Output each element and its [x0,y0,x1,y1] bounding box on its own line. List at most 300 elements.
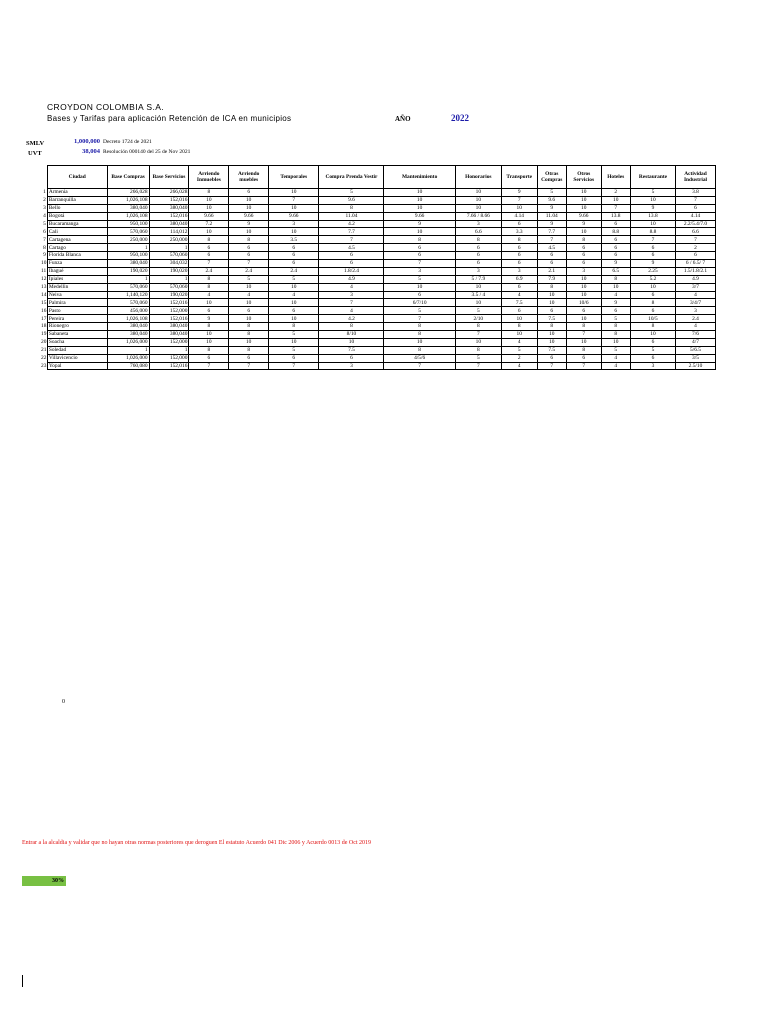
rate-cell[interactable]: 10 [601,196,630,204]
rate-cell[interactable]: 6 [384,291,455,299]
rate-cell[interactable]: 3.5 / 4 [455,291,501,299]
rate-cell[interactable]: 7.7 [537,228,566,236]
rate-cell[interactable]: 8 [189,283,229,291]
rate-cell[interactable]: 6 [566,244,601,252]
rate-cell[interactable]: 3 [384,267,455,275]
rate-cell[interactable]: 6 [566,307,601,315]
rate-cell[interactable]: 8 [455,323,501,331]
rate-cell[interactable]: 10 [384,338,455,346]
rate-cell[interactable]: 10 [537,299,566,307]
rate-cell[interactable]: 2.2/5.4/7.0 [676,220,716,228]
rate-cell[interactable]: 9.66 [229,212,269,220]
base-cell[interactable]: 570,060 [107,299,149,307]
rate-cell[interactable]: 10 [455,338,501,346]
base-cell[interactable]: 380,040 [149,220,189,228]
rate-cell[interactable]: 7.2 [189,220,229,228]
rate-cell[interactable]: 7.5 [501,299,537,307]
rate-cell[interactable]: 8 [384,323,455,331]
rate-cell[interactable]: 13.8 [630,212,675,220]
rate-cell[interactable]: 10 [384,228,455,236]
rate-cell[interactable]: 10 [566,228,601,236]
smlv-value[interactable]: 1,000,000 [74,138,100,145]
base-cell[interactable]: 1,026,108 [107,212,149,220]
rate-cell[interactable]: 10 [630,331,675,339]
rate-cell[interactable]: 3/7 [676,283,716,291]
rate-cell[interactable]: 6 [269,354,319,362]
base-cell[interactable]: 1 [149,244,189,252]
rate-cell[interactable]: 6 [269,307,319,315]
base-cell[interactable]: 304,032 [149,260,189,268]
rate-cell[interactable]: 7.5 [537,315,566,323]
rate-cell[interactable]: 10 [566,315,601,323]
rate-cell[interactable]: 3 [319,362,384,370]
rate-cell[interactable]: 10 [601,283,630,291]
rate-cell[interactable]: 2/10 [455,315,501,323]
rate-cell[interactable]: 10 [566,189,601,197]
base-cell[interactable]: 380,040 [107,260,149,268]
rate-cell[interactable]: 6 [269,252,319,260]
rate-cell[interactable]: 10 [455,204,501,212]
rate-cell[interactable]: 5 [455,354,501,362]
rate-cell[interactable]: 4.9 [676,275,716,283]
rate-cell[interactable]: 5 [601,346,630,354]
rate-cell[interactable]: 6 [537,260,566,268]
base-cell[interactable]: 570,060 [107,228,149,236]
city-cell[interactable]: Armenia [47,189,107,197]
rate-cell[interactable]: 8.8 [601,228,630,236]
row-number[interactable]: 18 [41,323,47,330]
rate-cell[interactable]: 7 [537,236,566,244]
rate-cell[interactable]: 6 [319,252,384,260]
base-cell[interactable]: 190,020 [107,267,149,275]
rate-cell[interactable]: 9 [501,189,537,197]
rate-cell[interactable]: 4 [229,291,269,299]
base-cell[interactable]: 190,020 [149,291,189,299]
rate-cell[interactable]: 7 [269,362,319,370]
city-cell[interactable]: Palmira [47,299,107,307]
rate-cell[interactable]: 6 [630,244,675,252]
rate-cell[interactable]: 6 [601,220,630,228]
rate-cell[interactable]: 7.5 [537,346,566,354]
rate-cell[interactable]: 7 [676,236,716,244]
city-cell[interactable]: Pereira [47,315,107,323]
rate-cell[interactable]: 5 [630,346,675,354]
rate-cell[interactable]: 7 [229,362,269,370]
row-number[interactable]: 3 [43,205,46,212]
base-cell[interactable]: 380,040 [149,331,189,339]
rate-cell[interactable]: 6 [189,252,229,260]
rate-cell[interactable]: 6 / 6.5/ 7 [676,260,716,268]
rate-cell[interactable]: 8 [384,331,455,339]
rate-cell[interactable]: 2.4 [676,315,716,323]
rate-cell[interactable]: 7 [566,362,601,370]
rate-cell[interactable]: 8 [601,323,630,331]
rate-cell[interactable]: 4/7 [676,338,716,346]
rate-cell[interactable]: 10 [384,196,455,204]
rate-cell[interactable]: 10 [537,331,566,339]
rate-cell[interactable]: 4.2 [319,220,384,228]
base-cell[interactable]: 250,000 [149,236,189,244]
rate-cell[interactable]: 6 [455,244,501,252]
rate-cell[interactable]: 6 [229,189,269,197]
rate-cell[interactable]: 6 [189,244,229,252]
rate-cell[interactable]: 10 [229,299,269,307]
rate-cell[interactable]: 7/6 [676,331,716,339]
rate-cell[interactable]: 10 [189,204,229,212]
row-number[interactable]: 20 [41,339,47,346]
rate-cell[interactable]: 9.66 [566,212,601,220]
rate-cell[interactable]: 6.6 [455,228,501,236]
base-cell[interactable]: 380,040 [107,323,149,331]
rate-cell[interactable]: 10 [189,331,229,339]
rate-cell[interactable]: 8 [501,236,537,244]
rate-cell[interactable]: 3/5 [676,354,716,362]
rate-cell[interactable]: 8 [189,346,229,354]
base-cell[interactable]: 266,028 [149,189,189,197]
rate-cell[interactable]: 7 [319,299,384,307]
rate-cell[interactable]: 8 [229,346,269,354]
rate-cell[interactable]: 10 [229,283,269,291]
rate-cell[interactable]: 9.66 [269,212,319,220]
city-cell[interactable]: Soledad [47,346,107,354]
rate-cell[interactable]: 8 [319,204,384,212]
base-cell[interactable]: 266,028 [107,189,149,197]
rate-cell[interactable]: 8 [455,236,501,244]
city-cell[interactable]: Rionegro [47,323,107,331]
rate-cell[interactable]: 2.5/10 [676,362,716,370]
rate-cell[interactable]: 4 [189,291,229,299]
rate-cell[interactable]: 6.5 [601,267,630,275]
rate-cell[interactable]: 10 [229,338,269,346]
rate-cell[interactable]: 9 [566,220,601,228]
rate-cell[interactable]: 5 [537,189,566,197]
rate-cell[interactable]: 9.6 [319,196,384,204]
rate-cell[interactable]: 6 [676,252,716,260]
rate-cell[interactable]: 10 [189,196,229,204]
base-cell[interactable]: 950,100 [107,252,149,260]
city-cell[interactable]: Sabaneta [47,331,107,339]
rate-cell[interactable]: 5 [601,315,630,323]
base-cell[interactable]: 250,000 [107,236,149,244]
row-number[interactable]: 22 [41,355,47,362]
rate-cell[interactable]: 8 [189,236,229,244]
rate-cell[interactable]: 5/6.5 [676,346,716,354]
rate-cell[interactable]: 10 [566,283,601,291]
base-cell[interactable]: 1 [149,346,189,354]
rate-cell[interactable]: 2.25 [630,267,675,275]
rate-cell[interactable]: 2.4 [189,267,229,275]
base-cell[interactable]: 380,040 [149,323,189,331]
base-cell[interactable]: 114,012 [149,228,189,236]
rate-cell[interactable]: 5.2 [630,275,675,283]
rate-cell[interactable]: 4 [269,291,319,299]
base-cell[interactable]: 152,016 [149,299,189,307]
rate-cell[interactable]: 7.9 [537,275,566,283]
rate-cell[interactable]: 4.2 [319,315,384,323]
row-number[interactable]: 7 [43,236,46,243]
rate-cell[interactable]: 7 [537,362,566,370]
base-cell[interactable]: 1,026,108 [107,196,149,204]
rate-cell[interactable]: 5 [269,331,319,339]
rate-cell[interactable]: 8.8 [630,228,675,236]
rate-cell[interactable]: 6 [319,260,384,268]
rate-cell[interactable]: 7 [455,331,501,339]
city-cell[interactable]: Barranquilla [47,196,107,204]
base-cell[interactable]: 152,016 [149,196,189,204]
rate-cell[interactable]: 8 [189,189,229,197]
rate-cell[interactable]: 8 [384,346,455,354]
uvt-value[interactable]: 38,004 [82,148,100,155]
base-cell[interactable]: 1,140,120 [107,291,149,299]
rate-cell[interactable]: 9.66 [189,212,229,220]
city-cell[interactable]: Ibagué [47,267,107,275]
city-cell[interactable]: Funza [47,260,107,268]
rate-cell[interactable]: 9 [384,220,455,228]
rate-cell[interactable]: 4 [601,354,630,362]
base-cell[interactable]: 760,080 [107,362,149,370]
rate-cell[interactable]: 2.4 [269,267,319,275]
rate-cell[interactable]: 5 [269,275,319,283]
base-cell[interactable]: 456,000 [107,307,149,315]
city-cell[interactable]: Neiva [47,291,107,299]
base-cell[interactable]: 1 [149,275,189,283]
rate-cell[interactable]: 6/7/10 [384,299,455,307]
rate-cell[interactable]: 5 / 7.9 [455,275,501,283]
rate-cell[interactable]: 6 [455,252,501,260]
base-cell[interactable]: 1,026,000 [107,338,149,346]
rate-cell[interactable]: 10 [269,299,319,307]
rate-cell[interactable]: 10 [566,275,601,283]
rate-cell[interactable]: 7 [269,196,319,204]
rate-cell[interactable]: 6 [269,244,319,252]
row-number[interactable]: 9 [43,252,46,259]
rate-cell[interactable]: 5 [384,307,455,315]
rate-cell[interactable]: 2.4 [229,267,269,275]
rate-cell[interactable]: 5 [501,346,537,354]
rate-cell[interactable]: 10 [229,204,269,212]
rate-cell[interactable]: 3/4/7 [676,299,716,307]
rate-cell[interactable]: 7 [319,236,384,244]
rate-cell[interactable]: 8 [229,331,269,339]
rate-cell[interactable]: 5 [455,307,501,315]
base-cell[interactable]: 1,026,000 [107,354,149,362]
rate-cell[interactable]: 8 [537,283,566,291]
rate-cell[interactable]: 7 [501,196,537,204]
rate-cell[interactable]: 10 [269,228,319,236]
rate-cell[interactable]: 3 [269,220,319,228]
rate-cell[interactable]: 9 [189,315,229,323]
base-cell[interactable]: 380,040 [107,204,149,212]
base-cell[interactable]: 380,040 [149,204,189,212]
row-number[interactable]: 16 [41,307,47,314]
rate-cell[interactable]: 7 [455,362,501,370]
rate-cell[interactable]: 6 [501,244,537,252]
rate-cell[interactable]: 11.04 [537,212,566,220]
rate-cell[interactable]: 3 [319,291,384,299]
rate-cell[interactable]: 4 [501,362,537,370]
rate-cell[interactable]: 7 [229,260,269,268]
rate-cell[interactable]: 8 [566,236,601,244]
base-cell[interactable]: 1,026,108 [107,315,149,323]
rate-cell[interactable]: 7.5 [319,346,384,354]
rate-cell[interactable]: 7.7 [319,228,384,236]
rate-cell[interactable]: 2 [601,189,630,197]
rate-cell[interactable]: 8 [501,323,537,331]
rate-cell[interactable]: 6 [189,354,229,362]
rate-cell[interactable]: 3 [676,307,716,315]
rate-cell[interactable]: 8 [229,323,269,331]
row-number[interactable]: 2 [43,197,46,204]
rate-cell[interactable]: 3 [630,362,675,370]
rate-cell[interactable]: 6 [630,291,675,299]
row-number[interactable]: 6 [43,228,46,235]
rate-cell[interactable]: 3 [566,267,601,275]
rate-cell[interactable]: 7 [189,260,229,268]
rate-cell[interactable]: 7 [384,362,455,370]
rate-cell[interactable]: 6 [630,307,675,315]
rate-cell[interactable]: 5 [384,275,455,283]
percent-cell[interactable]: 30% [22,876,66,886]
rate-cell[interactable]: 6 [384,252,455,260]
rate-cell[interactable]: 10 [189,338,229,346]
rate-cell[interactable]: 8 [630,299,675,307]
rate-cell[interactable]: 5 [229,275,269,283]
rate-cell[interactable]: 6 [501,307,537,315]
rate-cell[interactable]: 8 [189,323,229,331]
rate-cell[interactable]: 6 [501,260,537,268]
rate-cell[interactable]: 9.66 [384,212,455,220]
rate-cell[interactable]: 8 [601,331,630,339]
rate-cell[interactable]: 1.8/2.4 [319,267,384,275]
rate-cell[interactable]: 8 [630,323,675,331]
rate-cell[interactable]: 10 [269,204,319,212]
rate-cell[interactable]: 4 [319,283,384,291]
row-number[interactable]: 14 [41,291,47,298]
rate-cell[interactable]: 9 [601,260,630,268]
rate-cell[interactable]: 10/5 [630,315,675,323]
rate-cell[interactable]: 10 [384,283,455,291]
base-cell[interactable]: 570,060 [107,283,149,291]
rate-cell[interactable]: 6 [630,354,675,362]
rate-cell[interactable]: 4 [501,291,537,299]
rate-cell[interactable]: 4.14 [501,212,537,220]
rate-cell[interactable]: 2 [501,354,537,362]
rate-cell[interactable]: 3.5 [269,236,319,244]
year-value[interactable]: 2022 [451,113,469,123]
rate-cell[interactable]: 6 [501,220,537,228]
row-number[interactable]: 1 [43,189,46,196]
rate-cell[interactable]: 8 [319,323,384,331]
rate-cell[interactable]: 3 [455,220,501,228]
row-number[interactable]: 21 [41,347,47,354]
rate-cell[interactable]: 4 [676,323,716,331]
rate-cell[interactable]: 4.5 [537,244,566,252]
rate-cell[interactable]: 4 [676,291,716,299]
rate-cell[interactable]: 6 [537,252,566,260]
rate-cell[interactable]: 8 [455,346,501,354]
rate-cell[interactable]: 6.9 [501,275,537,283]
rate-cell[interactable]: 6 [537,354,566,362]
city-cell[interactable]: Pasto [47,307,107,315]
rate-cell[interactable]: 8 [384,236,455,244]
rate-cell[interactable]: 7.66 / 8.66 [455,212,501,220]
base-cell[interactable]: 950,100 [107,220,149,228]
rate-cell[interactable]: 5 [269,346,319,354]
rate-cell[interactable]: 10 [269,315,319,323]
rate-cell[interactable]: 2 [676,244,716,252]
rate-cell[interactable]: 8/10 [319,331,384,339]
rate-cell[interactable]: 10 [537,291,566,299]
rate-cell[interactable]: 10 [537,338,566,346]
rate-cell[interactable]: 9.6 [537,196,566,204]
rate-cell[interactable]: 10 [189,299,229,307]
base-cell[interactable]: 152,016 [149,315,189,323]
rate-cell[interactable]: 10 [630,196,675,204]
rate-cell[interactable]: 6 [601,236,630,244]
rate-cell[interactable]: 10 [566,204,601,212]
rate-cell[interactable]: 6.6 [676,228,716,236]
rate-cell[interactable]: 10 [269,338,319,346]
rate-cell[interactable]: 11.04 [319,212,384,220]
rate-cell[interactable]: 6 [269,260,319,268]
rate-cell[interactable]: 8 [229,236,269,244]
row-number[interactable]: 4 [43,213,46,220]
rate-cell[interactable]: 10 [319,338,384,346]
rate-cell[interactable]: 9 [630,204,675,212]
city-cell[interactable]: Ipiales [47,275,107,283]
city-cell[interactable]: Cali [47,228,107,236]
row-number[interactable]: 10 [41,260,47,267]
rate-cell[interactable]: 13.8 [601,212,630,220]
rate-cell[interactable]: 10/6 [566,299,601,307]
rate-cell[interactable]: 6 [630,252,675,260]
rate-cell[interactable]: 6 [566,260,601,268]
rate-cell[interactable]: 10 [630,283,675,291]
rate-cell[interactable]: 8 [269,323,319,331]
rate-cell[interactable]: 5 [319,189,384,197]
rate-cell[interactable]: 4.5 [319,244,384,252]
row-number[interactable]: 11 [41,268,47,275]
city-cell[interactable]: Villavicencio [47,354,107,362]
rate-cell[interactable]: 10 [229,196,269,204]
rate-cell[interactable]: 7 [630,236,675,244]
rate-cell[interactable]: 7 [676,196,716,204]
rate-cell[interactable]: 3.8 [676,189,716,197]
rate-cell[interactable]: 9 [537,204,566,212]
row-number[interactable]: 5 [43,220,46,227]
rate-cell[interactable]: 7 [566,331,601,339]
rate-cell[interactable]: 10 [269,189,319,197]
rate-cell[interactable]: 6 [455,260,501,268]
base-cell[interactable]: 570,060 [149,283,189,291]
row-number[interactable]: 17 [41,315,47,322]
rate-cell[interactable]: 6 [384,244,455,252]
rate-cell[interactable]: 4.9 [319,275,384,283]
rate-cell[interactable]: 10 [384,189,455,197]
rate-cell[interactable]: 6 [319,354,384,362]
city-cell[interactable]: Cartagena [47,236,107,244]
rate-cell[interactable]: 10 [189,228,229,236]
rate-cell[interactable]: 10 [630,220,675,228]
rate-cell[interactable]: 5 [630,189,675,197]
rate-cell[interactable]: 7 [384,260,455,268]
rate-cell[interactable]: 7 [384,315,455,323]
base-cell[interactable]: 380,040 [107,331,149,339]
rate-cell[interactable]: 3.3 [501,228,537,236]
rate-cell[interactable]: 4 [319,307,384,315]
row-number[interactable]: 19 [41,331,47,338]
base-cell[interactable]: 152,016 [149,362,189,370]
